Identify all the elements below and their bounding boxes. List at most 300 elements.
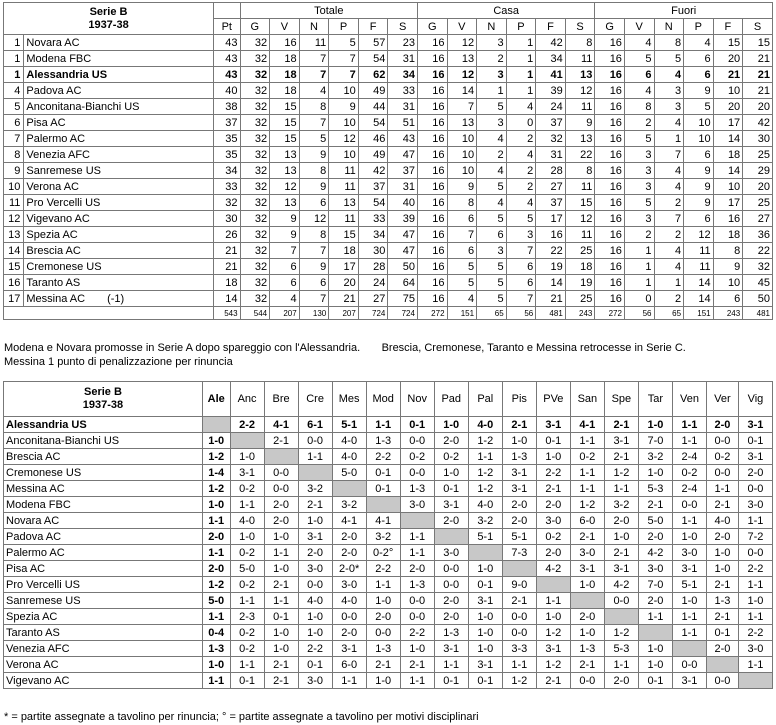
stat-cell: 10 [447,147,477,163]
result-cell: 1-1 [738,577,772,593]
stat-cell: 9 [447,179,477,195]
stat-cell: 28 [536,163,566,179]
result-cell: 0-2 [400,449,434,465]
column-header: P [506,19,536,35]
stat-cell: 15 [565,195,595,211]
stat-cell: 8 [624,99,654,115]
result-cell: 1-0 [264,561,298,577]
team-name: Alessandria US [26,68,108,81]
stat-cell: 13 [329,195,359,211]
stat-cell: 4 [684,35,714,51]
stat-cell: 31 [388,51,418,67]
result-cell: 0-0 [502,625,536,641]
stat-cell: 32 [743,259,773,275]
result-cell: 2-0 [604,513,638,529]
result-cell: 1-1 [366,417,400,433]
result-cell: 3-1 [298,529,332,545]
result-cell-ale: 2-0 [202,529,230,545]
result-cell: 3-3 [502,641,536,657]
result-cell: 2-0 [502,497,536,513]
stat-cell: 9 [270,211,300,227]
result-cell: 1-0 [468,641,502,657]
result-cell: 3-0 [298,561,332,577]
stat-cell: 16 [595,83,625,99]
stat-cell: 25 [743,195,773,211]
stat-cell: 34 [358,227,388,243]
result-cell: 1-0 [264,529,298,545]
result-cell: 2-4 [672,449,706,465]
stat-cell: 12 [684,227,714,243]
stat-cell: 1 [506,51,536,67]
stat-cell: 4 [447,291,477,307]
stat-cell: 8 [713,243,743,259]
result-cell: 1-2 [468,433,502,449]
result-cell: 1-2 [468,465,502,481]
result-cell: 1-1 [672,433,706,449]
result-cell: 0-0 [298,577,332,593]
stat-cell: 9 [684,163,714,179]
result-cell: 3-1 [468,593,502,609]
result-cell: 0-2 [230,625,264,641]
result-cell: 1-3 [570,641,604,657]
total-cell: 151 [684,307,714,320]
standings-row [4,259,773,275]
stat-cell: 25 [565,291,595,307]
result-cell: 0-0 [298,433,332,449]
team-name: Verona AC [26,180,79,193]
total-cell: 243 [713,307,743,320]
stat-cell: 54 [358,115,388,131]
result-cell: 3-0 [434,545,468,561]
stat-cell: 32 [240,179,270,195]
stat-cell: 12 [299,211,329,227]
stat-cell: 21 [536,291,566,307]
matrix-row [4,449,773,465]
empty-header-cell [214,3,241,19]
stat-cell: 37 [388,163,418,179]
stat-cell: 2 [506,131,536,147]
result-cell: 0-1 [366,465,400,481]
stat-cell: 32 [240,243,270,259]
stat-cell: 33 [214,179,241,195]
result-cell: 4-2 [638,545,672,561]
total-cell: 243 [565,307,595,320]
stat-cell: 16 [417,51,447,67]
team-name: Pro Vercelli US [26,196,101,209]
result-cell [706,657,738,673]
stat-cell: 18 [713,227,743,243]
result-cell: 1-2 [468,481,502,497]
result-cell: 2-4 [672,481,706,497]
standings-row [4,115,773,131]
matrix-row [4,481,773,497]
team-name: Taranto AS [26,276,81,289]
result-cell: 1-0 [264,641,298,657]
stat-cell: 3 [624,163,654,179]
stat-cell: 1 [624,275,654,291]
total-cell: 65 [477,307,507,320]
column-header: Pt [214,19,241,35]
result-cell: 5-0 [638,513,672,529]
result-cell [672,641,706,657]
stat-cell: 36 [743,227,773,243]
stat-cell: 30 [743,131,773,147]
result-cell: 0-0 [738,545,772,561]
stat-cell: 34 [388,67,418,83]
result-cell: 1-1 [264,545,298,561]
stat-cell: 8 [565,163,595,179]
stat-cell: 16 [417,163,447,179]
result-cell-ale: 1-2 [202,481,230,497]
stat-cell: 7 [329,67,359,83]
team-name-cell: Venezia AFC [4,641,203,657]
result-cell: 5-3 [638,481,672,497]
result-cell: 2-1 [298,497,332,513]
matrix-row [4,545,773,561]
team-name: Vigevano AC [26,212,90,225]
stat-cell: 7 [447,227,477,243]
relegation-note: Brescia, Cremonese, Taranto e Messina retrocesse in Serie C. [381,342,686,354]
stat-cell: 11 [329,211,359,227]
result-cell: 7-0 [638,577,672,593]
stat-cell: 25 [743,147,773,163]
stat-cell: 20 [329,275,359,291]
result-cell: 3-1 [230,465,264,481]
result-cell: 0-0 [604,593,638,609]
rank-cell: 5 [4,99,24,115]
stat-cell: 1 [506,67,536,83]
column-header: F [358,19,388,35]
result-cell: 0-1 [298,657,332,673]
result-cell: 2-2 [400,625,434,641]
result-cell: 2-1 [264,577,298,593]
result-cell: 3-2 [298,481,332,497]
matrix-title: Serie B [83,386,122,398]
result-cell: 0-1 [434,673,468,689]
rank-cell: 15 [4,259,24,275]
result-cell: 1-0 [434,417,468,433]
column-header: F [713,19,743,35]
group-header-casa: Casa [417,3,594,19]
rank-cell: 11 [4,195,24,211]
result-cell: 1-1 [298,449,332,465]
result-cell: 1-0 [672,593,706,609]
result-cell: 1-0 [570,577,604,593]
rank-cell: 1 [4,35,24,51]
result-cell: 2-3 [230,609,264,625]
result-cell: 2-0 [400,561,434,577]
column-header: N [654,19,684,35]
team-name-cell: Sanremese US [4,593,203,609]
result-cell [536,577,570,593]
result-cell-ale: 1-0 [202,433,230,449]
result-cell: 0-2 [706,449,738,465]
column-header: G [240,19,270,35]
result-cell: 0-0 [502,609,536,625]
stat-cell: 2 [477,147,507,163]
result-cell: 2-1 [706,609,738,625]
stat-cell: 4 [654,243,684,259]
standings-row [4,195,773,211]
stat-cell: 6 [299,275,329,291]
stat-cell: 4 [624,35,654,51]
stat-cell: 21 [329,291,359,307]
matrix-row [4,657,773,673]
matrix-row [4,417,773,433]
result-cell: 2-1 [400,657,434,673]
result-cell: 5-1 [332,417,366,433]
result-cell: 1-3 [400,481,434,497]
result-cell: 5-1 [672,577,706,593]
stat-cell: 17 [713,115,743,131]
result-cell: 1-0 [468,561,502,577]
result-cell: 7-3 [502,545,536,561]
stat-cell: 26 [214,227,241,243]
stat-cell: 11 [329,163,359,179]
result-cell: 3-0 [738,641,772,657]
stat-cell: 30 [358,243,388,259]
stat-cell: 2 [654,227,684,243]
stat-cell: 1 [654,131,684,147]
column-header: N [477,19,507,35]
stat-cell: 21 [743,67,773,83]
result-cell: 1-3 [366,433,400,449]
column-header: P [329,19,359,35]
stat-cell: 6 [684,51,714,67]
column-header: S [743,19,773,35]
result-cell [638,625,672,641]
result-cell: 2-1 [604,417,638,433]
result-cell: 5-1 [468,529,502,545]
stat-cell: 7 [299,243,329,259]
result-cell: 4-1 [264,417,298,433]
stat-cell: 18 [713,147,743,163]
result-cell: 2-0 [502,513,536,529]
stat-cell: 6 [447,243,477,259]
stat-cell: 16 [595,163,625,179]
result-cell: 1-1 [672,609,706,625]
stat-cell: 6 [713,291,743,307]
stat-cell: 13 [270,195,300,211]
result-cell: 0-2 [672,465,706,481]
result-cell: 0-1 [536,433,570,449]
result-cell: 1-1 [738,609,772,625]
stat-cell: 75 [388,291,418,307]
total-cell: 544 [240,307,270,320]
team-name-cell: Padova AC [4,529,203,545]
stat-cell: 14 [684,291,714,307]
stat-cell: 14 [713,163,743,179]
standings-row [4,275,773,291]
result-cell: 2-1 [536,481,570,497]
matrix-header-row [4,382,773,417]
result-cell-ale: 1-0 [202,657,230,673]
column-header-pad: Pad [434,382,468,417]
result-cell: 1-1 [536,593,570,609]
result-cell: 2-0 [706,641,738,657]
result-cell: 1-0 [638,417,672,433]
result-cell: 2-2 [366,449,400,465]
result-cell: 0-0 [706,673,738,689]
column-header-san: San [570,382,604,417]
result-cell: 0-0 [400,609,434,625]
stat-cell: 5 [477,99,507,115]
team-name-cell: Novara AC [4,513,203,529]
column-header-mod: Mod [366,382,400,417]
result-cell: 0-0 [400,465,434,481]
result-cell: 1-2 [536,625,570,641]
result-cell: 1-1 [706,481,738,497]
stat-cell: 15 [270,131,300,147]
stat-cell: 41 [536,67,566,83]
result-cell: 1-0 [434,465,468,481]
result-cell: 3-1 [536,417,570,433]
stat-cell: 14 [447,83,477,99]
result-cell: 0-1 [434,481,468,497]
column-header: N [299,19,329,35]
result-cell: 4-0 [332,433,366,449]
stat-cell: 16 [595,99,625,115]
standings-row [4,67,773,83]
stat-cell: 16 [417,67,447,83]
stat-cell: 9 [299,259,329,275]
stat-cell: 37 [358,179,388,195]
column-header-mes: Mes [332,382,366,417]
result-cell: 4-2 [604,577,638,593]
stat-cell: 16 [595,211,625,227]
stat-cell: 32 [240,51,270,67]
result-cell: 1-1 [672,417,706,433]
result-cell: 1-1 [570,433,604,449]
team-name-cell: Pisa AC [4,561,203,577]
result-cell: 0-2 [570,449,604,465]
result-cell: 1-1 [400,529,434,545]
result-cell: 3-0 [536,513,570,529]
stat-cell: 54 [358,195,388,211]
totals-row [4,307,773,320]
result-cell: 2-1 [706,497,738,513]
result-cell: 1-3 [706,593,738,609]
result-cell: 4-2 [536,561,570,577]
stat-cell: 16 [595,115,625,131]
stat-cell: 13 [447,51,477,67]
team-name-cell: Brescia AC [4,449,203,465]
result-cell: 1-0 [230,449,264,465]
team-name: Spezia AC [26,228,78,241]
result-cell: 0-0 [400,593,434,609]
stat-cell: 16 [595,35,625,51]
stat-cell: 11 [329,179,359,195]
stat-cell: 10 [684,115,714,131]
result-cell: 5-0 [230,561,264,577]
stat-cell: 33 [358,211,388,227]
stat-cell: 9 [684,179,714,195]
stat-cell: 6 [506,259,536,275]
team-name-cell: Palermo AC [4,545,203,561]
result-cell: 1-2 [536,657,570,673]
stat-cell: 33 [388,83,418,99]
result-cell: 7-0 [638,433,672,449]
result-cell: 4-0 [230,513,264,529]
stat-cell: 43 [388,131,418,147]
stat-cell: 39 [536,83,566,99]
result-cell: 2-1 [502,417,536,433]
stat-cell: 31 [536,147,566,163]
stat-cell: 3 [624,147,654,163]
stat-cell: 9 [299,147,329,163]
stat-cell: 13 [565,131,595,147]
result-cell: 2-1 [366,657,400,673]
stat-cell: 32 [240,115,270,131]
team-name: Pisa AC [26,116,66,129]
team-name-cell [24,275,214,291]
stat-cell: 19 [565,275,595,291]
stat-cell: 21 [713,67,743,83]
stat-cell: 5 [624,51,654,67]
result-cell: 2-2 [738,561,772,577]
stat-cell: 9 [565,115,595,131]
result-cell: 1-0 [230,529,264,545]
stat-cell: 2 [624,227,654,243]
stat-cell: 6 [684,147,714,163]
result-cell: 4-1 [570,417,604,433]
stat-cell: 32 [240,291,270,307]
stat-cell: 2 [654,195,684,211]
result-cell: 1-1 [604,657,638,673]
result-cell: 2-0 [706,417,738,433]
stat-cell: 16 [417,243,447,259]
result-cell: 3-1 [434,641,468,657]
result-cell: 2-0 [434,433,468,449]
result-cell-ale: 1-2 [202,577,230,593]
team-name-cell [24,115,214,131]
result-cell-ale: 0-4 [202,625,230,641]
result-cell: 2-1 [604,545,638,561]
stat-cell: 16 [595,243,625,259]
stat-cell: 5 [447,275,477,291]
stat-cell: 7 [270,243,300,259]
result-cell: 0-0 [264,465,298,481]
result-cell: 2-0 [536,545,570,561]
stat-cell: 8 [654,35,684,51]
stat-cell: 49 [358,147,388,163]
stat-cell: 16 [417,83,447,99]
result-cell: 2-0 [570,609,604,625]
result-cell-ale: 1-3 [202,641,230,657]
result-cell: 9-0 [502,577,536,593]
team-name-cell [24,35,214,51]
result-cell: 1-0 [502,433,536,449]
stat-cell: 7 [654,147,684,163]
stat-cell: 7 [654,211,684,227]
result-cell: 2-1 [706,577,738,593]
stat-cell: 32 [240,83,270,99]
result-cell: 2-0 [298,545,332,561]
stat-cell: 22 [743,243,773,259]
result-cell: 0-0 [570,673,604,689]
column-header: S [565,19,595,35]
total-cell: 56 [624,307,654,320]
stat-cell: 14 [536,275,566,291]
stat-cell: 5 [477,259,507,275]
stat-cell: 24 [358,275,388,291]
stat-cell: 4 [270,291,300,307]
stat-cell: 15 [270,99,300,115]
rank-cell: 4 [4,83,24,99]
result-cell: 1-1 [738,513,772,529]
column-header-spe: Spe [604,382,638,417]
column-header: V [624,19,654,35]
